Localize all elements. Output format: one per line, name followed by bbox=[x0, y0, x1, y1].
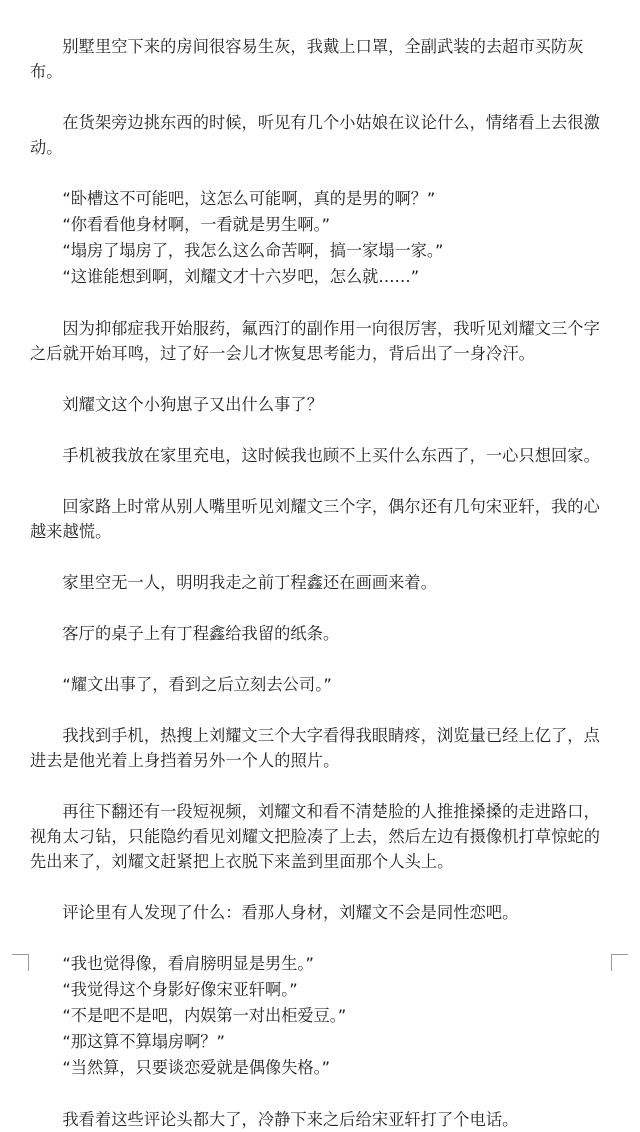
quote-line: “你看看他身材啊，一看就是男生啊。” bbox=[62, 215, 331, 234]
paragraph: 我找到手机，热搜上刘耀文三个大字看得我眼睛疼，浏览量已经上亿了，点进去是他光着上身挡着另外一个人的照片。 bbox=[30, 726, 600, 770]
paragraph: 评论里有人发现了什么：看那人身材，刘耀文不会是同性恋吧。 bbox=[62, 903, 519, 922]
paragraph: “耀文出事了，看到之后立刻去公司。” bbox=[62, 675, 332, 694]
quote-group bbox=[30, 186, 614, 290]
page-corner-mark bbox=[12, 954, 29, 971]
quote-line: “不是吧不是吧，内娱第一对出柜爱豆。” bbox=[62, 1006, 347, 1025]
quote-line: “我觉得这个身影好像宋亚轩啊。” bbox=[62, 980, 298, 999]
paragraph: 再往下翻还有一段短视频，刘耀文和看不清楚脸的人推推搡搡的走进路口，视角太刁钻，只能隐约看见刘耀文把脸凑了上去，然后左边有摄像机打草惊蛇的先出来了，刘耀文赶紧把上衣脱下来盖到里面那个人头上。 bbox=[30, 802, 601, 871]
quote-line: “那这算不算塌房啊？” bbox=[62, 1032, 225, 1051]
paragraph: 手机被我放在家里充电，这时候我也顾不上买什么东西了，一心只想回家。 bbox=[62, 446, 600, 465]
paragraph: 刘耀文这个小狗崽子又出什么事了？ bbox=[62, 395, 323, 414]
paragraph: 家里空无一人，明明我走之前丁程鑫还在画画来着。 bbox=[62, 573, 438, 592]
paragraph: 别墅里空下来的房间很容易生灰，我戴上口罩，全副武装的去超市买防灰布。 bbox=[30, 37, 584, 81]
page-corner-mark bbox=[611, 954, 628, 971]
quote-line: “塌房了塌房了，我怎么这么命苦啊，搞一家塌一家。” bbox=[62, 241, 444, 260]
paragraph: 在货架旁边挑东西的时候，听见有几个小姑娘在议论什么，情绪看上去很激动。 bbox=[30, 113, 600, 157]
paragraph: 客厅的桌子上有丁程鑫给我留的纸条。 bbox=[62, 624, 340, 643]
paragraph: 回家路上时常从别人嘴里听见刘耀文三个字，偶尔还有几句宋亚轩，我的心越来越慌。 bbox=[30, 497, 600, 541]
quote-line: “卧槽这不可能吧，这怎么可能啊，真的是男的啊？” bbox=[62, 189, 436, 208]
quote-line: “当然算，只要谈恋爱就是偶像失格。” bbox=[62, 1058, 331, 1077]
paragraph: 因为抑郁症我开始服药，氟西汀的副作用一向很厉害，我听见刘耀文三个字之后就开始耳鸣，过了好一会儿才恢复思考能力，背后出了一身冷汗。 bbox=[30, 319, 600, 363]
paragraph: 我看着这些评论头都大了，冷静下来之后给宋亚轩打了个电话。 bbox=[62, 1110, 519, 1129]
quote-line: “这谁能想到啊，刘耀文才十六岁吧，怎么就……” bbox=[62, 267, 420, 286]
quote-line: “我也觉得像，看肩膀明显是男生。” bbox=[62, 954, 314, 973]
